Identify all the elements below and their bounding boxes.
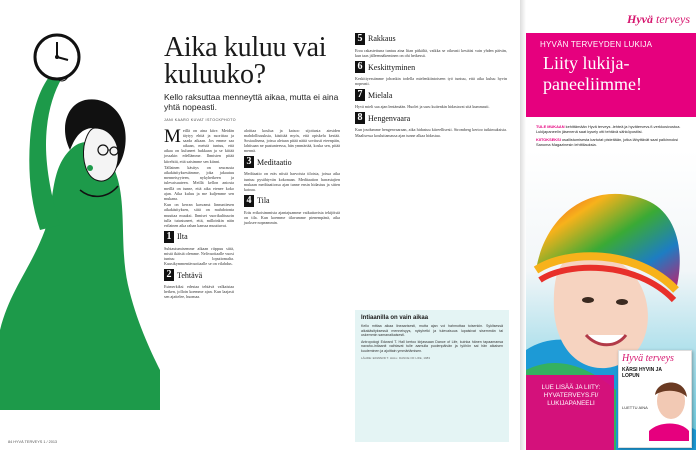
intro-paragraph xyxy=(164,128,234,164)
advertisement-page xyxy=(526,0,696,450)
article-headline: Aika kuluu vai kuluuko? xyxy=(164,32,327,90)
hyva-terveys-logo xyxy=(627,12,690,27)
section-text: Suhtautumisemme aikaan riippuu siitä, mistä ikäisiä olemme. Nelivuotiaalle vuosi tuntuu loputtomalta. Kuusikymmentävuotiaalle se on vilahdus. xyxy=(164,245,234,267)
magazine-tagline: LUETTU AINA xyxy=(622,405,648,410)
section-heading-5 xyxy=(355,33,507,45)
ad-cta-text: LUE LISÄÄ JA LIITY: HYVATERVEYS.FI/ LUKIJAPANEELI xyxy=(541,384,601,407)
ad-lead-1: TULE MUKAAN xyxy=(536,124,565,129)
ad-text-1: kehittämään Hyvä terveys -lehteä ja hyvätervevs.fi-verkkosivustoa. Lukijapaneelin jäsenenä saat kysely otti tehtävä sähköpostiisi. xyxy=(536,124,681,134)
article-column-1 xyxy=(164,128,234,301)
drop-cap: M xyxy=(164,126,181,147)
magazine-cover xyxy=(618,350,692,448)
section-title: Keskittyminen xyxy=(368,62,416,72)
ad-text-2: osallistumisesta kartutat pisteitään, jotka lähyttävät saat palkinnoksi Sanoma Magazinesin lehtitilauksia. xyxy=(536,137,679,147)
section-title: Tehtävä xyxy=(177,270,203,280)
ad-body-text xyxy=(536,124,688,150)
paragraph: Kun on kerran kasvanut linnuntiesen aikakäsityksen, siitä on mahdotonta muuttaa muuksi. Ihmiset vuorikulttuurin tulla tutustuneet, että, milloinkin näin erilainen aika rahan kanssa muuttuvat. xyxy=(164,202,234,228)
infobox-paragraph: Kello mittaa aikaa lineaarisesti, mutta ajan voi hahmottaa toisenkin. Syklisessä aikakäsityksessä menneisyys, nykyhetki ja tulevaisuus lupaisivat sisemmän tai uskemmin samanaikaisesti. xyxy=(361,324,503,338)
section-title: Ilta xyxy=(177,232,188,242)
section-number: 4 xyxy=(244,195,254,207)
infobox-title: Intiaanilla on vain aikaa xyxy=(361,315,429,321)
article-byline: JANI KAARO KUVAT ISTOCKPHOTO xyxy=(164,118,236,122)
section-number: 5 xyxy=(355,33,365,45)
section-text: Keskittyessämme johonkin todella mielenkiintoiseen työ tuntuu, että aika kuluu hyvin nopeasti. xyxy=(355,76,507,87)
ad-paragraph xyxy=(536,124,688,134)
section-text: Hyvä mieli saa ajan lentämään. Huolet ja suru kuitenkin hidastavat sitä kummasti. xyxy=(355,104,490,110)
logo-word-1: Hyvä xyxy=(627,12,654,26)
section-title: Hengenvaara xyxy=(368,113,411,123)
section-title: Tila xyxy=(257,196,270,206)
section-text: Kun joudumme hengenvaaraan, aika hidastuu kiireellisesti. Stromberg kertoo tutkimuksista. Maalisessa kouluttamassa ajan tunne alkaa hidastua. xyxy=(355,127,507,138)
infobox-credit: LÄHDE: EDWARD T. HALL: DANCE OF LIFE, 1983 xyxy=(361,355,431,360)
section-number: 7 xyxy=(355,89,365,101)
article-column-3 xyxy=(355,30,507,139)
section-number: 2 xyxy=(164,269,174,281)
section-text: Eräs erikoisimmista ajantajuamme vaikuttavista tekijöistä on tila. Kun koemme tilavamme pienempänä, aika juoksee nopeammin. xyxy=(244,209,340,226)
magazine-title: Hyvä terveys xyxy=(622,353,674,364)
paragraph: Tällainen käsitys on seurausta aikakäsityksestämme, joka jakautuu menneisyyteen, nykyhetkeen ja tulevaisuuteen. Meillä kellon aniosta meillä on tunne, että aika etenee koko ajan. Aika kuluu ja me kuljemme sen mukana. xyxy=(164,165,234,201)
magazine-cover-line: KÄRSI HYVIN JA LOPUN xyxy=(622,367,662,379)
ad-lead-2: KIITOKSEKSI xyxy=(536,137,561,142)
article-column-2 xyxy=(244,128,340,227)
infobox-paragraph: Antropologi Edward T. Hall kertoo kirjassaan Dance of Life, kuinka hänen tapaamansa navaho-intiaanit vaihtavat tulle aamulla puolenpäivän ja työhön sai hän aikaisen kuuleminen ja ajoittain ymmärtämisen. xyxy=(361,339,503,353)
logo-word-2: terveys xyxy=(656,12,690,26)
section-number: 8 xyxy=(355,112,365,124)
intro-text: eillä on aina kiire. Meidän täytyy ehtiä ja suorittaa ja saada aikaan. Jos emme saa aikaan, meistä tuntuu, että aikaa on kuluneet hukkaan ja se kiitää jossakin edellämme. Ihmisten pitää kiirehtiä, että saisimme sen kiinni. xyxy=(164,128,234,164)
article-standfirst: Kello raksuttaa menneyttä aikaa, mutta ei aina yhtä nopeasti. xyxy=(164,92,339,112)
section-heading-4 xyxy=(244,195,340,207)
woman-with-clock-illustration xyxy=(0,0,160,410)
banner-subtitle: HYVÄN TERVEYDEN LUKIJA xyxy=(540,40,653,49)
section-number: 3 xyxy=(244,156,254,168)
section-heading-6 xyxy=(355,61,507,73)
ad-paragraph xyxy=(536,137,688,147)
sidebar-infobox xyxy=(355,310,509,442)
section-heading-7 xyxy=(355,89,507,101)
section-number: 6 xyxy=(355,61,365,73)
paragraph: aloittaa koulua ja katsoo sijoitusta aiesiden mahdollisuuksia, käsittää myös, että opiskelu kestää. Sosiaalisena, joissa aletaan pitää näitä sovitusti eteenpäin, lahtisaan ne paatunteessa, hän ymmärtää, koska sen, pitää mennä. xyxy=(244,128,340,154)
section-text: Meditaatio on eräs niistä harvoista tiloista, joissa aika tuntuu pysähtyvän kokonaan. Meditaation harrastajien mukaan meditaatiossa ajan tunne ensin hidastuu ja sitten katoaa. xyxy=(244,171,340,192)
section-title: Rakkaus xyxy=(368,34,396,44)
section-heading-2 xyxy=(164,269,234,281)
section-number: 1 xyxy=(164,231,174,243)
ad-banner xyxy=(526,33,696,117)
page-footer: 84 HYVÄ TERVEYS 1 / 2013 xyxy=(8,440,58,444)
section-heading-3 xyxy=(244,156,340,168)
section-title: Meditaatio xyxy=(257,157,292,167)
section-text: Esimerkiksi edestaa tehtävä valkaistaa hetken, jolloin koemme ajan. Kun laajasti sen ajattelee, huomaa. xyxy=(164,284,234,300)
banner-headline: Liity lukija-paneeliimme! xyxy=(543,53,642,94)
section-title: Mielala xyxy=(368,90,393,100)
section-heading-8 xyxy=(355,112,507,124)
section-text: Eroa rakastettuna tuntuu aina liian pitkältä, vaikka se oikeasti kestäisi vain yhden päivän, kun taas jälleennäkeminen on ohi hetkessä. xyxy=(355,48,507,59)
section-heading-1 xyxy=(164,231,234,243)
magazine-cover-photo xyxy=(649,371,689,441)
